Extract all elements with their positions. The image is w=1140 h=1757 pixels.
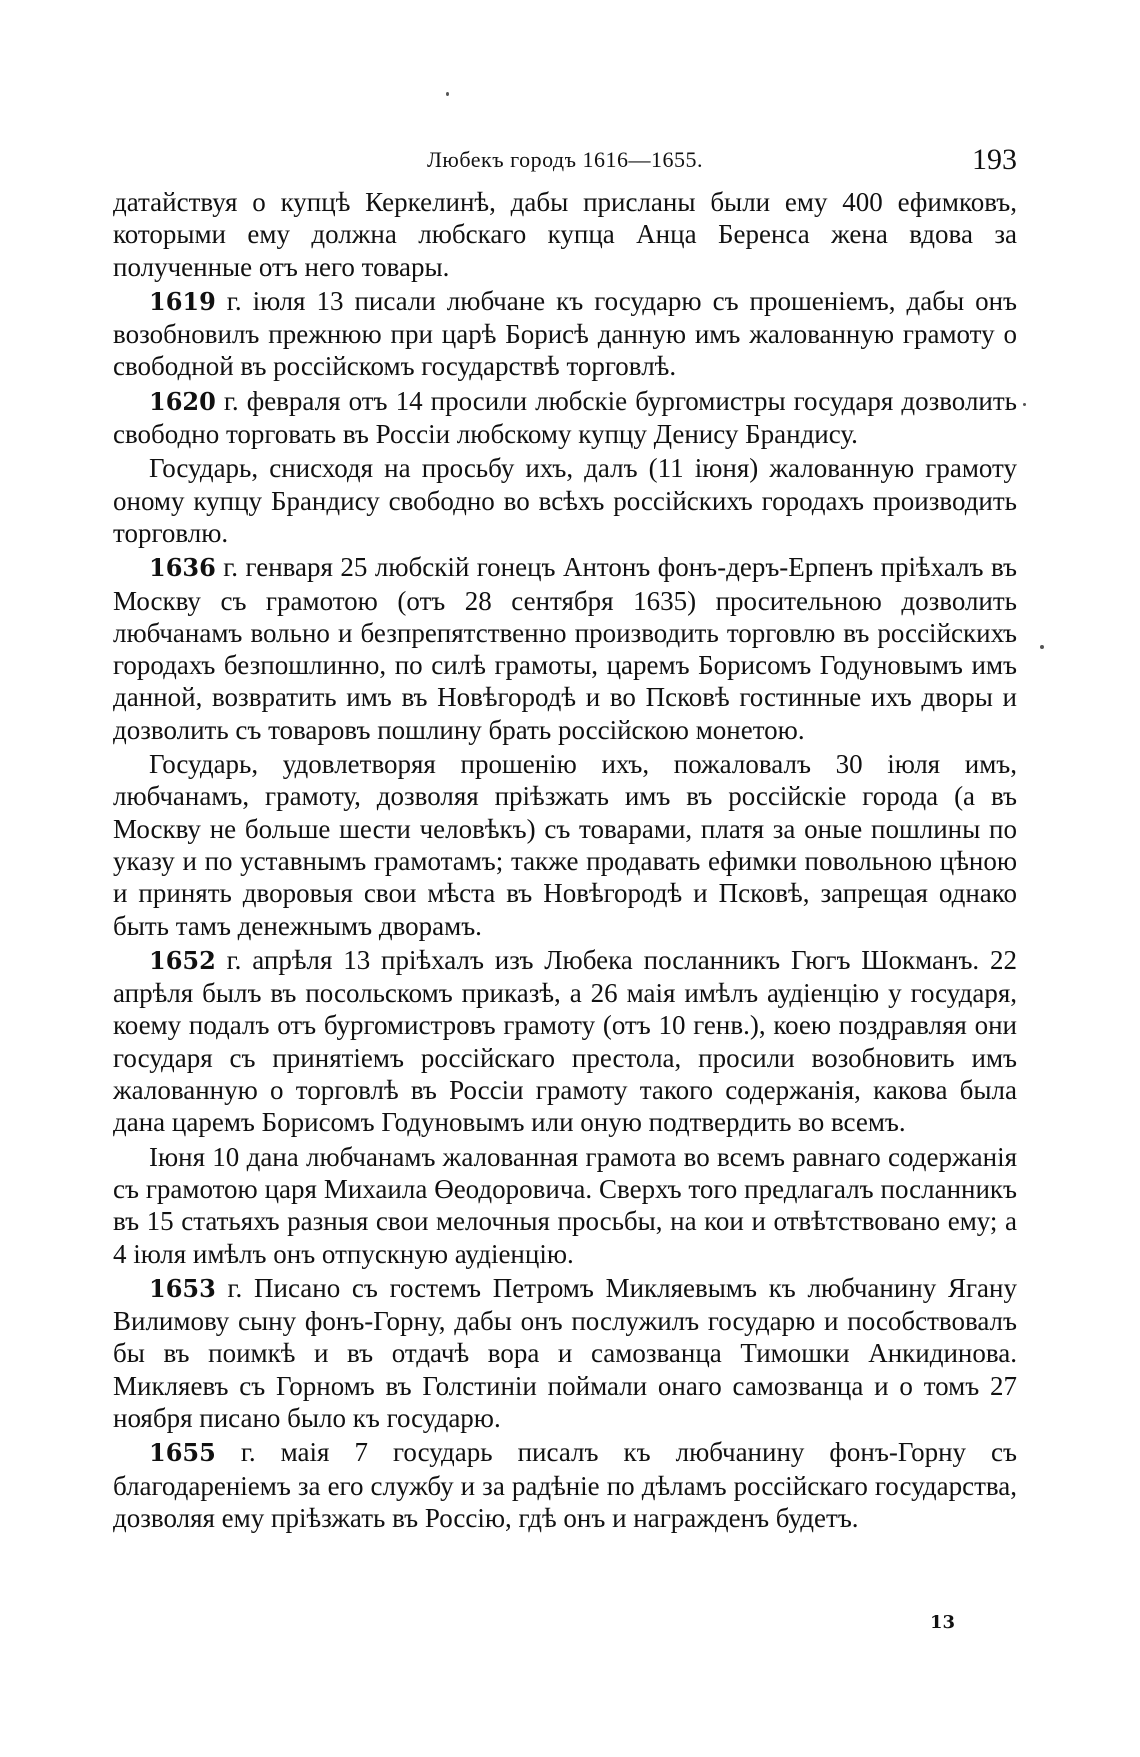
paragraph <box>113 944 1017 1139</box>
paragraph <box>113 285 1017 383</box>
paragraph <box>113 385 1017 451</box>
paragraph <box>113 1272 1017 1434</box>
paragraph <box>113 1141 1017 1270</box>
print-speck <box>446 92 449 96</box>
body-text <box>113 186 1017 1536</box>
paragraph-text: Iюня 10 дана любчанамъ жалованная грамота во всемъ равнаго содержанiя съ грамотою царя Михаила Өеодоровича. Сверхъ того предлагалъ посланникъ въ 15 статьяхъ разныя свои мелочныя просьбы, на кои и отвѣтствовано ему; а 4 iюля имѣлъ онъ отпускную аудiенцiю. <box>113 1141 1017 1269</box>
paragraph <box>113 186 1017 283</box>
print-speck <box>1040 645 1044 649</box>
paragraph-text: датайствуя о купцѣ Керкелинѣ, дабы присланы были ему 400 ефимковъ, которыми ему должна любскаго купца Анца Беренса жена вдова за полученные отъ него товары. <box>113 187 1017 282</box>
signature-mark: 13 <box>930 1612 956 1633</box>
paragraph <box>113 452 1017 549</box>
year-label: 1652 <box>149 945 216 975</box>
paragraph-text: г. Писано съ гостемъ Петромъ Микляевымъ къ любчанину Ягану Вилимову сыну фонъ-Горну, дабы онъ послужилъ государю и пособствовалъ бы въ поимкѣ и въ отдачѣ вора и самозванца Тимошки Анкидинова. Микляевъ съ Горномъ въ Голстинiи поймали онаго самозванца и о томъ 27 ноября писано было къ государю. <box>113 1272 1017 1433</box>
paragraph-text: г. февраля отъ 14 просили любскiе бургомистры государя дозволить свободно торговать въ Россiи любскому купцу Денису Брандису. <box>113 385 1017 450</box>
running-title: Любекъ городъ 1616—1655. <box>427 147 703 172</box>
paragraph <box>113 1436 1017 1534</box>
paragraph-text: г. апрѣля 13 прiѣхалъ изъ Любека посланникъ Гюгъ Шокманъ. 22 апрѣля былъ въ посольскомъ приказѣ, а 26 маiя имѣлъ аудiенцiю у государя, коему подалъ отъ бургомистровъ грамоту (отъ 10 генв.), коею поздравляя они государя съ принятiемъ россiйскаго престола, просили возобновить имъ жалованную о торговлѣ въ Россiи грамоту такого содержанiя, какова была дана царемъ Борисомъ Годуновымъ или оную подтвердить во всемъ. <box>113 944 1017 1138</box>
print-speck <box>1023 403 1026 406</box>
paragraph <box>113 748 1017 942</box>
year-label: 1620 <box>149 386 216 416</box>
year-label: 1619 <box>149 286 216 316</box>
paragraph-text: Государь, удовлетворяя прошенiю ихъ, пожаловалъ 30 iюля имъ, любчанамъ, грамоту, дозволяя прiѣзжать имъ въ россiйскiе города (а въ Москву не больше шести человѣкъ) съ товарами, платя за оные пошлины по указу и по уставнымъ грамотамъ; также продавать ефимки повольною цѣною и принять дворовыя свои мѣста въ Новѣгородѣ и Псковѣ, запрещая однако быть тамъ денежнымъ дворамъ. <box>113 749 1017 941</box>
page-header <box>113 143 1017 183</box>
paragraph-text: Государь, снисходя на просьбу ихъ, далъ (11 iюня) жалованную грамоту оному купцу Брандису свободно во всѣхъ россiйскихъ городахъ производить торговлю. <box>113 453 1017 548</box>
paragraph-text: г. маiя 7 государь писалъ къ любчанину фонъ-Горну съ благодаренiемъ за его службу и за радѣнiе по дѣламъ россiйскаго государства, дозволяя ему прiѣзжать въ Россiю, гдѣ онъ и награжденъ будетъ. <box>113 1437 1017 1533</box>
year-label: 1655 <box>149 1438 216 1468</box>
year-label: 1653 <box>149 1273 216 1303</box>
paragraph-text: г. генваря 25 любскiй гонецъ Антонъ фонъ-деръ-Ерпенъ прiѣхалъ въ Москву съ грамотою (отъ 28 сентября 1635) просительною дозволить любчанамъ вольно и безпрепятственно производить торговлю въ россiйскихъ городахъ безпошлинно, по силѣ грамоты, царемъ Борисомъ Годуновымъ имъ данной, возвратить имъ въ Новѣгородѣ и во Псковѣ гостинные ихъ дворы и дозволить съ товаровъ пошлину брать россiйскою монетою. <box>113 552 1017 745</box>
paragraph-text: г. iюля 13 писали любчане къ государю съ прошенiемъ, дабы онъ возобновилъ прежнюю при царѣ Борисѣ данную имъ жалованную грамоту о свободной въ россiйскомъ государствѣ торговлѣ. <box>113 285 1017 382</box>
paragraph <box>113 551 1017 746</box>
year-label: 1636 <box>149 553 216 583</box>
page-number: 193 <box>972 143 1017 176</box>
